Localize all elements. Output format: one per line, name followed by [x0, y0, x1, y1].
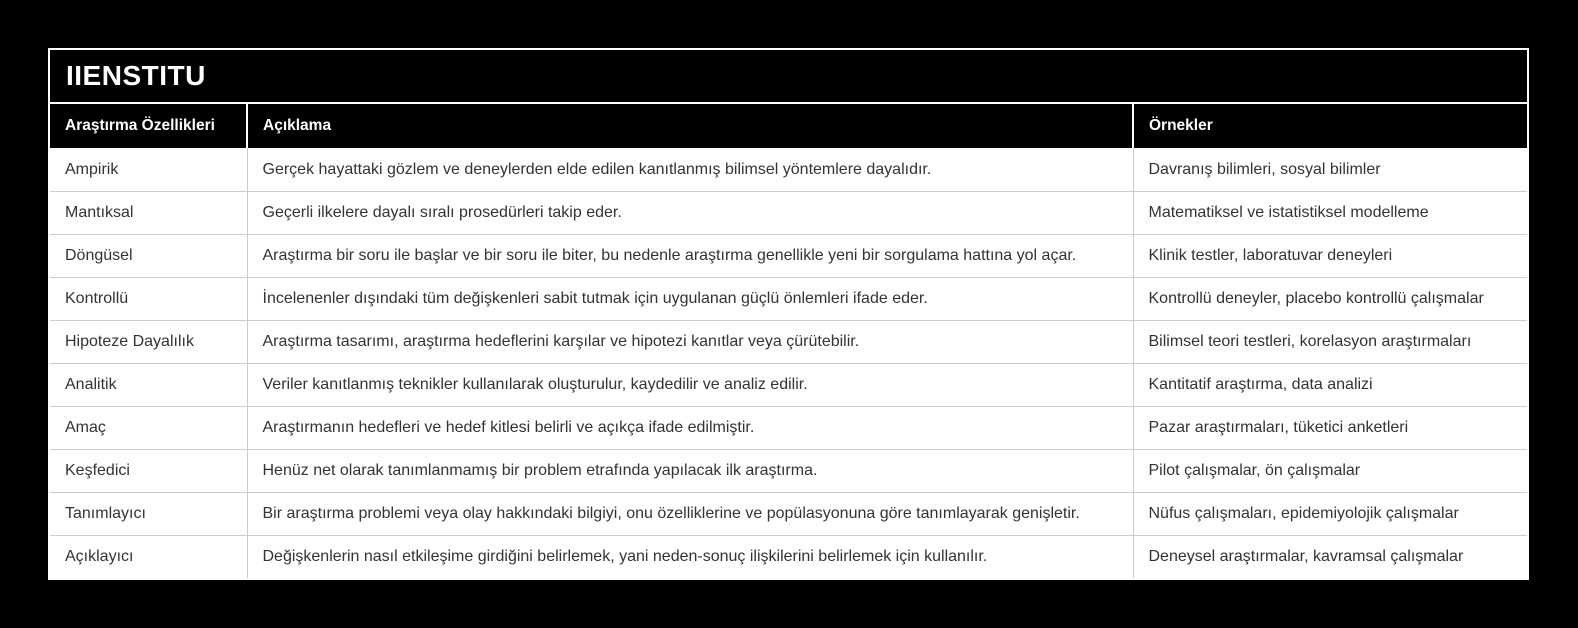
- table-row: [50, 320, 1527, 363]
- cell-ornekler: Davranış bilimleri, sosyal bilimler: [1133, 148, 1527, 191]
- table-header: [50, 104, 1527, 148]
- cell-aciklama: Henüz net olarak tanımlanmamış bir problem etrafında yapılacak ilk araştırma.: [247, 449, 1133, 492]
- cell-ornekler: Pilot çalışmalar, ön çalışmalar: [1133, 449, 1527, 492]
- cell-ornekler: Kantitatif araştırma, data analizi: [1133, 363, 1527, 406]
- cell-ornekler: Bilimsel teori testleri, korelasyon araştırmaları: [1133, 320, 1527, 363]
- header-row: [50, 104, 1527, 148]
- cell-aciklama: Veriler kanıtlanmış teknikler kullanılarak oluşturulur, kaydedilir ve analiz edilir.: [247, 363, 1133, 406]
- table-panel: [48, 48, 1529, 580]
- cell-ozellik: Amaç: [50, 406, 247, 449]
- cell-aciklama: Araştırma bir soru ile başlar ve bir soru ile biter, bu nedenle araştırma genellikle yeni bir sorgulama hattına yol açar.: [247, 234, 1133, 277]
- table-row: [50, 363, 1527, 406]
- table-row: [50, 277, 1527, 320]
- cell-ozellik: Döngüsel: [50, 234, 247, 277]
- column-header-arastirma-ozellikleri: Araştırma Özellikleri: [50, 104, 247, 148]
- cell-aciklama: Değişkenlerin nasıl etkileşime girdiğini belirlemek, yani neden-sonuç ilişkilerini belirlemek için kullanılır.: [247, 535, 1133, 578]
- table-row: [50, 535, 1527, 578]
- cell-aciklama: Araştırma tasarımı, araştırma hedeflerini karşılar ve hipotezi kanıtlar veya çürütebilir.: [247, 320, 1133, 363]
- table-body: [50, 148, 1527, 578]
- cell-ornekler: Pazar araştırmaları, tüketici anketleri: [1133, 406, 1527, 449]
- cell-aciklama: Gerçek hayattaki gözlem ve deneylerden elde edilen kanıtlanmış bilimsel yöntemlere dayalıdır.: [247, 148, 1133, 191]
- cell-ozellik: Açıklayıcı: [50, 535, 247, 578]
- page-title: IIENSTITU: [66, 60, 206, 91]
- cell-ornekler: Matematiksel ve istatistiksel modelleme: [1133, 191, 1527, 234]
- cell-aciklama: Bir araştırma problemi veya olay hakkındaki bilgiyi, onu özelliklerine ve popülasyonuna göre tanımlayarak genişletir.: [247, 492, 1133, 535]
- table-row: [50, 406, 1527, 449]
- column-header-ornekler: Örnekler: [1133, 104, 1527, 148]
- table-row: [50, 449, 1527, 492]
- cell-ozellik: Analitik: [50, 363, 247, 406]
- cell-ozellik: Tanımlayıcı: [50, 492, 247, 535]
- column-header-aciklama: Açıklama: [247, 104, 1133, 148]
- cell-ozellik: Ampirik: [50, 148, 247, 191]
- cell-ornekler: Klinik testler, laboratuvar deneyleri: [1133, 234, 1527, 277]
- research-characteristics-table: [50, 104, 1527, 578]
- table-row: [50, 148, 1527, 191]
- table-row: [50, 492, 1527, 535]
- cell-ozellik: Hipoteze Dayalılık: [50, 320, 247, 363]
- cell-ozellik: Kontrollü: [50, 277, 247, 320]
- cell-ornekler: Deneysel araştırmalar, kavramsal çalışmalar: [1133, 535, 1527, 578]
- cell-aciklama: Araştırmanın hedefleri ve hedef kitlesi belirli ve açıkça ifade edilmiştir.: [247, 406, 1133, 449]
- table-row: [50, 234, 1527, 277]
- table-row: [50, 191, 1527, 234]
- cell-ozellik: Mantıksal: [50, 191, 247, 234]
- cell-ornekler: Nüfus çalışmaları, epidemiyolojik çalışmalar: [1133, 492, 1527, 535]
- cell-ozellik: Keşfedici: [50, 449, 247, 492]
- title-bar: [50, 50, 1527, 104]
- cell-aciklama: Geçerli ilkelere dayalı sıralı prosedürleri takip eder.: [247, 191, 1133, 234]
- cell-aciklama: İncelenenler dışındaki tüm değişkenleri sabit tutmak için uygulanan güçlü önlemleri ifade eder.: [247, 277, 1133, 320]
- cell-ornekler: Kontrollü deneyler, placebo kontrollü çalışmalar: [1133, 277, 1527, 320]
